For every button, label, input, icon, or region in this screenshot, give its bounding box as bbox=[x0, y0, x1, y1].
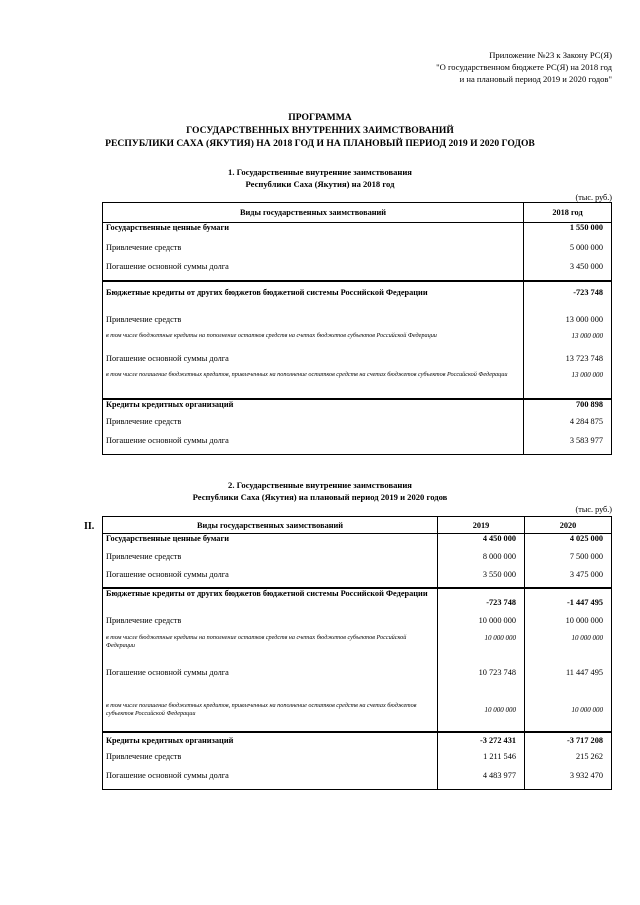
section2-units: (тыс. руб.) bbox=[575, 505, 612, 514]
row-value-2020: 215 262 bbox=[525, 752, 612, 771]
row-value-2019: 1 211 546 bbox=[438, 752, 525, 771]
row-label: в том числе бюджетные кредиты на пополнение остатков средств на счетах бюджетов субъектов Российской Федерации bbox=[103, 634, 438, 668]
table-row bbox=[103, 332, 612, 354]
appendix-line-1: Приложение №23 к Закону РС(Я) bbox=[489, 50, 612, 60]
row-label: в том числе погашение бюджетных кредитов, привлеченных на пополнение остатков средств на счетах бюджетов субъектов Российской Федерации bbox=[103, 371, 524, 399]
table-row bbox=[103, 399, 612, 417]
row-value-2018: 13 000 000 bbox=[524, 332, 612, 354]
row-label: Погашение основной суммы долга bbox=[103, 771, 438, 790]
row-value-2019: 10 723 748 bbox=[438, 668, 525, 694]
table-row bbox=[103, 371, 612, 399]
row-label: Привлечение средств bbox=[103, 315, 524, 332]
row-value-2018: 13 723 748 bbox=[524, 354, 612, 371]
row-value-2018: 3 583 977 bbox=[524, 436, 612, 455]
table-row bbox=[103, 417, 612, 436]
row-label: в том числе бюджетные кредиты на пополнение остатков средств на счетах бюджетов субъектов Российской Федерации bbox=[103, 332, 524, 354]
column-header-kind: Виды государственных заимствований bbox=[103, 203, 524, 223]
section1-heading-1: 1. Государственные внутренние заимствования bbox=[228, 167, 412, 177]
table-row bbox=[103, 534, 612, 552]
row-value-2019: 4 483 977 bbox=[438, 771, 525, 790]
table-row bbox=[103, 668, 612, 694]
table-row bbox=[103, 634, 612, 668]
row-value-2019: 10 000 000 bbox=[438, 616, 525, 634]
row-value-2018: 1 550 000 bbox=[524, 223, 612, 243]
row-label: Привлечение средств bbox=[103, 243, 524, 262]
row-label: Погашение основной суммы долга bbox=[103, 570, 438, 588]
row-value-2020: 7 500 000 bbox=[525, 552, 612, 570]
row-value-2019: 3 550 000 bbox=[438, 570, 525, 588]
table-row bbox=[103, 694, 612, 732]
table-row bbox=[103, 436, 612, 455]
table-header-row bbox=[103, 517, 612, 534]
row-value-2018: 13 000 000 bbox=[524, 371, 612, 399]
row-label: Государственные ценные бумаги bbox=[103, 223, 524, 243]
row-value-2018: 13 000 000 bbox=[524, 315, 612, 332]
row-value-2019: 4 450 000 bbox=[438, 534, 525, 552]
section2-table bbox=[102, 516, 612, 790]
row-label: Погашение основной суммы долга bbox=[103, 436, 524, 455]
section2-heading-2: Республики Саха (Якутия) на плановый период 2019 и 2020 годов bbox=[192, 492, 448, 502]
row-label: Кредиты кредитных организаций bbox=[103, 399, 524, 417]
row-value-2020: 10 000 000 bbox=[525, 616, 612, 634]
row-value-2018: 5 000 000 bbox=[524, 243, 612, 262]
table-row bbox=[103, 243, 612, 262]
row-value-2019: -3 272 431 bbox=[438, 732, 525, 752]
section1-table bbox=[102, 202, 612, 455]
row-label: Погашение основной суммы долга bbox=[103, 354, 524, 371]
row-label: Бюджетные кредиты от других бюджетов бюджетной системы Российской Федерации bbox=[103, 281, 524, 315]
row-value-2018: 4 284 875 bbox=[524, 417, 612, 436]
row-label: Привлечение средств bbox=[103, 752, 438, 771]
row-label: Бюджетные кредиты от других бюджетов бюджетной системы Российской Федерации bbox=[103, 588, 438, 616]
row-value-2020: 10 000 000 bbox=[525, 634, 612, 668]
row-label: Государственные ценные бумаги bbox=[103, 534, 438, 552]
row-value-2020: 11 447 495 bbox=[525, 668, 612, 694]
row-value-2018: -723 748 bbox=[524, 281, 612, 315]
column-header-kind: Виды государственных заимствований bbox=[103, 517, 438, 534]
table-row bbox=[103, 588, 612, 616]
row-label: Привлечение средств bbox=[103, 616, 438, 634]
title-line-1: ПРОГРАММА bbox=[288, 112, 352, 123]
column-header-2019: 2019 bbox=[438, 517, 525, 534]
table-row bbox=[103, 570, 612, 588]
row-label: Привлечение средств bbox=[103, 417, 524, 436]
table-row bbox=[103, 616, 612, 634]
row-label: в том числе погашение бюджетных кредитов, привлеченных на пополнение остатков средств на счетах бюджетов субъектов Российской Федерации bbox=[103, 694, 438, 732]
row-label: Погашение основной суммы долга bbox=[103, 668, 438, 694]
title-line-2: ГОСУДАРСТВЕННЫХ ВНУТРЕННИХ ЗАИМСТВОВАНИЙ bbox=[186, 125, 454, 136]
table-row bbox=[103, 752, 612, 771]
row-value-2019: 10 000 000 bbox=[438, 634, 525, 668]
table-row bbox=[103, 315, 612, 332]
section2-mark: II. bbox=[84, 521, 95, 532]
row-value-2020: 3 475 000 bbox=[525, 570, 612, 588]
column-header-2018: 2018 год bbox=[524, 203, 612, 223]
appendix-line-3: и на плановый период 2019 и 2020 годов" bbox=[459, 74, 612, 84]
row-value-2019: -723 748 bbox=[438, 588, 525, 616]
table-row bbox=[103, 223, 612, 243]
row-value-2020: -3 717 208 bbox=[525, 732, 612, 752]
section1-units: (тыс. руб.) bbox=[575, 193, 612, 202]
row-value-2019: 8 000 000 bbox=[438, 552, 525, 570]
table-row bbox=[103, 354, 612, 371]
row-value-2020: 4 025 000 bbox=[525, 534, 612, 552]
table-row bbox=[103, 771, 612, 790]
appendix-line-2: "О государственном бюджете РС(Я) на 2018 год bbox=[436, 62, 612, 72]
table-row bbox=[103, 552, 612, 570]
row-label: Кредиты кредитных организаций bbox=[103, 732, 438, 752]
row-value-2020: 10 000 000 bbox=[525, 694, 612, 732]
table-row bbox=[103, 732, 612, 752]
row-value-2019: 10 000 000 bbox=[438, 694, 525, 732]
section2-heading-1: 2. Государственные внутренние заимствования bbox=[228, 480, 412, 490]
row-value-2018: 3 450 000 bbox=[524, 262, 612, 281]
row-label: Привлечение средств bbox=[103, 552, 438, 570]
section1-heading-2: Республики Саха (Якутия) на 2018 год bbox=[245, 179, 395, 189]
appendix-note bbox=[436, 49, 612, 85]
row-label: Погашение основной суммы долга bbox=[103, 262, 524, 281]
title-line-3: РЕСПУБЛИКИ САХА (ЯКУТИЯ) НА 2018 ГОД И НА ПЛАНОВЫЙ ПЕРИОД 2019 И 2020 ГОДОВ bbox=[105, 138, 535, 149]
table-row bbox=[103, 281, 612, 315]
table-row bbox=[103, 262, 612, 281]
table-header-row bbox=[103, 203, 612, 223]
row-value-2018: 700 898 bbox=[524, 399, 612, 417]
row-value-2020: 3 932 470 bbox=[525, 771, 612, 790]
column-header-2020: 2020 bbox=[525, 517, 612, 534]
row-value-2020: -1 447 495 bbox=[525, 588, 612, 616]
